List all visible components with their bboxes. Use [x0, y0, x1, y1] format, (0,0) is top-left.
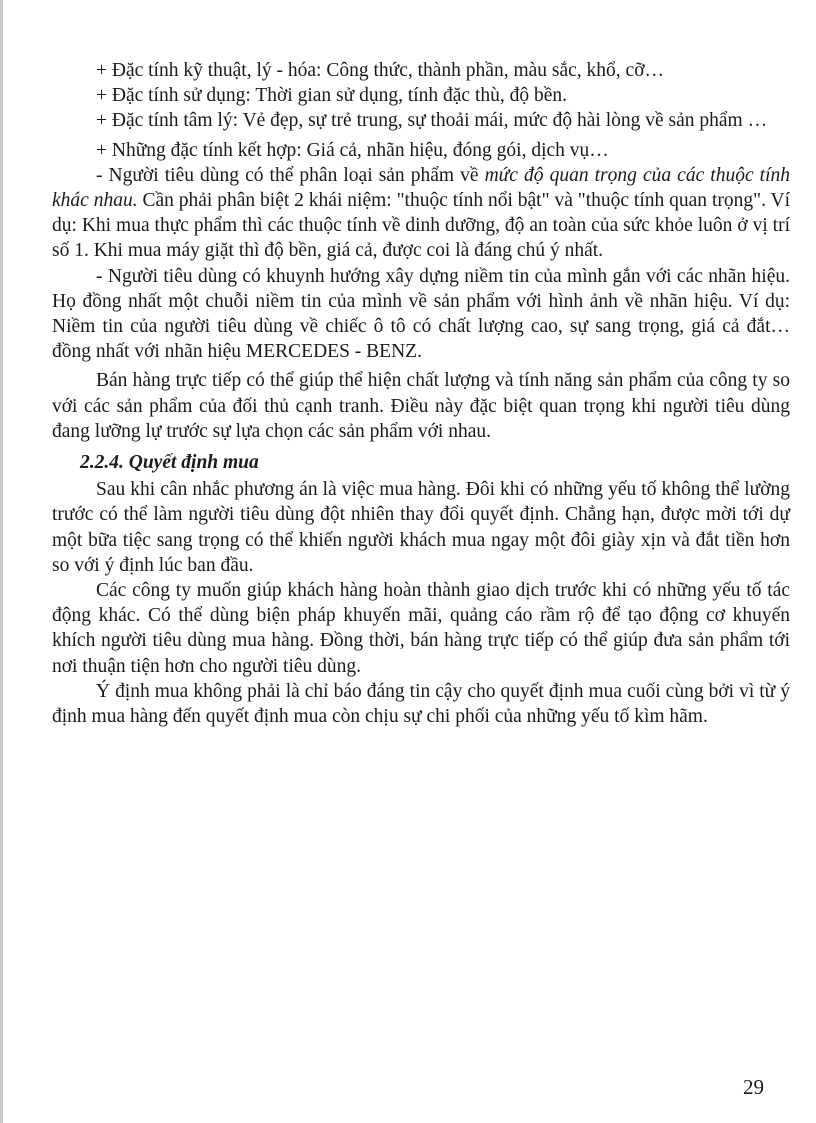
- classify-paragraph: [52, 163, 790, 264]
- section-heading: [52, 450, 790, 475]
- decision-paragraph-3: Ý định mua không phải là chỉ báo đáng tin cậy cho quyết định mua cuối cùng bởi vì từ ý định mua hàng đến quyết định mua còn chịu sự chi phối của những yếu tố kìm hãm.: [52, 680, 790, 728]
- belief-paragraph: - Người tiêu dùng có khuynh hướng xây dựng niềm tin của mình gắn với các nhãn hiệu. Họ đồng nhất một chuỗi niềm tin của mình về sản phẩm với hình ảnh về nhãn hiệu. Ví dụ: Niềm tin của người tiêu dùng về chiếc ô tô có chất lượng cao, sự sang trọng, giá cả đắt… đồng nhất với nhãn hiệu MERCEDES - BENZ.: [52, 265, 790, 363]
- decision-paragraph-2: Các công ty muốn giúp khách hàng hoàn thành giao dịch trước khi có những yếu tố tác động khác. Có thể dùng biện pháp khuyến mãi, quảng cáo rầm rộ để tạo động cơ khuyến khích người tiêu dùng mua hàng. Đồng thời, bán hàng trực tiếp có thể giúp đưa sản phẩm tới nơi thuận tiện hơn cho người tiêu dùng.: [52, 580, 790, 677]
- attribute-psychological: + Đặc tính tâm lý: Vẻ đẹp, sự trẻ trung, sự thoải mái, mức độ hài lòng về sản phẩm …: [96, 110, 768, 132]
- attribute-combined: + Những đặc tính kết hợp: Giá cả, nhãn hiệu, đóng gói, dịch vụ…: [96, 139, 609, 161]
- decision-paragraph-1: Sau khi cân nhắc phương án là việc mua hàng. Đôi khi có những yếu tố không thể lường trước có thể làm người tiêu dùng đột nhiên thay đổi quyết định. Chẳng hạn, được mời tới dự một bữa tiệc sang trọng có thể khiến người khách mua ngay một đôi giày xịn và đắt tiền hơn so với ý định lúc ban đầu.: [52, 479, 790, 576]
- classify-emphasis: mức độ quan trọng của các thuộc tính khác nhau.: [52, 164, 790, 212]
- section-title: Quyết định mua: [128, 452, 259, 474]
- page-number: 29: [743, 1075, 764, 1099]
- attribute-technical: + Đặc tính kỹ thuật, lý - hóa: Công thức, thành phần, màu sắc, khổ, cỡ…: [96, 60, 665, 81]
- attribute-usage: + Đặc tính sử dụng: Thời gian sử dụng, tính đặc thù, độ bền.: [96, 85, 568, 107]
- classify-rest: Cần phải phân biệt 2 khái niệm: "thuộc tính nổi bật" và "thuộc tính quan trọng". Ví dụ: Khi mua thực phẩm thì các thuộc tính về dinh dưỡng, độ an toàn của sức khỏe luôn ở vị trí số 1. Khi mua máy giặt thì độ bền, giá cả, được coi là đáng chú ý nhất.: [52, 190, 790, 262]
- page-body: [52, 58, 790, 729]
- page-edge: [0, 0, 3, 1123]
- classify-lead: - Người tiêu dùng có thể phân loại sản phẩm về: [96, 164, 485, 186]
- section-number: 2.2.4.: [80, 452, 124, 474]
- direct-sales-paragraph: Bán hàng trực tiếp có thể giúp thể hiện chất lượng và tính năng sản phẩm của công ty so với các sản phẩm của đối thủ cạnh tranh. Điều này đặc biệt quan trọng khi người tiêu dùng đang lưỡng lự trước sự lựa chọn các sản phẩm với nhau.: [52, 370, 790, 442]
